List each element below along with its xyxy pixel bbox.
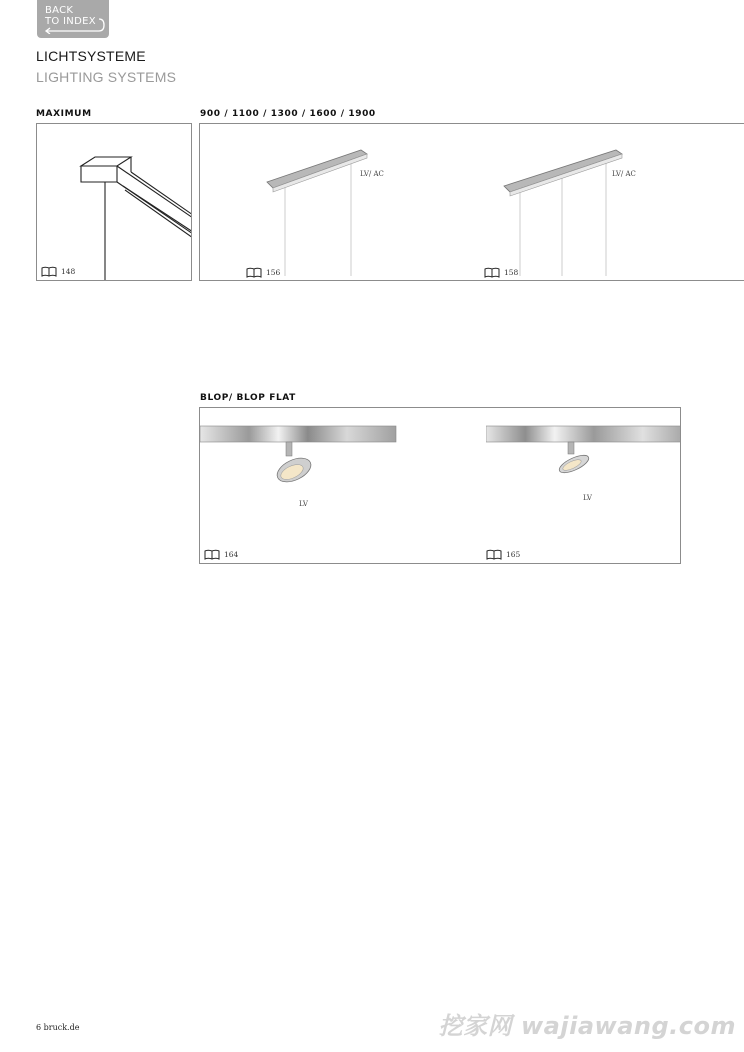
ref-page-number: 158	[504, 268, 519, 277]
ref-page-number: 165	[506, 550, 521, 559]
ref-maximum[interactable]	[41, 266, 75, 277]
ref-page-number: 164	[224, 550, 239, 559]
ref-page-number: 156	[266, 268, 281, 277]
pendant-luminaire-left	[265, 146, 375, 276]
spec-blop-1: LV	[299, 500, 308, 508]
book-icon	[246, 267, 262, 278]
section-label-blop: BLOP/ BLOP FLAT	[200, 393, 296, 403]
back-to-index-button[interactable]	[37, 0, 109, 38]
watermark: 挖家网 wajiawang.com	[438, 1012, 736, 1040]
back-button-line1: BACK	[45, 5, 74, 16]
ref-page-number: 148	[61, 267, 76, 276]
book-icon	[204, 549, 220, 560]
pendant-luminaire-right	[502, 146, 632, 276]
back-button-line2: TO INDEX	[45, 16, 96, 27]
blop-panel[interactable]	[199, 407, 681, 564]
section-label-maximum: MAXIMUM	[36, 109, 92, 119]
lengths-panel[interactable]	[199, 123, 744, 281]
ref-lengths-2[interactable]	[484, 267, 518, 278]
maximum-panel[interactable]	[36, 123, 192, 281]
page-footer: 6 bruck.de	[36, 1023, 80, 1032]
ref-lengths-1[interactable]	[246, 267, 280, 278]
arrow-left-icon	[41, 16, 105, 34]
ref-blop-1[interactable]	[204, 549, 238, 560]
spec-blop-2: LV	[583, 494, 592, 502]
book-icon	[486, 549, 502, 560]
ref-blop-2[interactable]	[486, 549, 520, 560]
page-title: LICHTSYSTEME	[36, 48, 146, 64]
book-icon	[484, 267, 500, 278]
page-subtitle: LIGHTING SYSTEMS	[36, 69, 177, 85]
maximum-profile-drawing	[37, 124, 192, 281]
spec-lengths-2: LV/ AC	[612, 170, 636, 178]
book-icon	[41, 266, 57, 277]
spec-lengths-1: LV/ AC	[360, 170, 384, 178]
blop-flat-spot-right	[486, 424, 681, 504]
blop-spot-left	[200, 424, 400, 504]
section-label-lengths: 900 / 1100 / 1300 / 1600 / 1900	[200, 109, 376, 119]
